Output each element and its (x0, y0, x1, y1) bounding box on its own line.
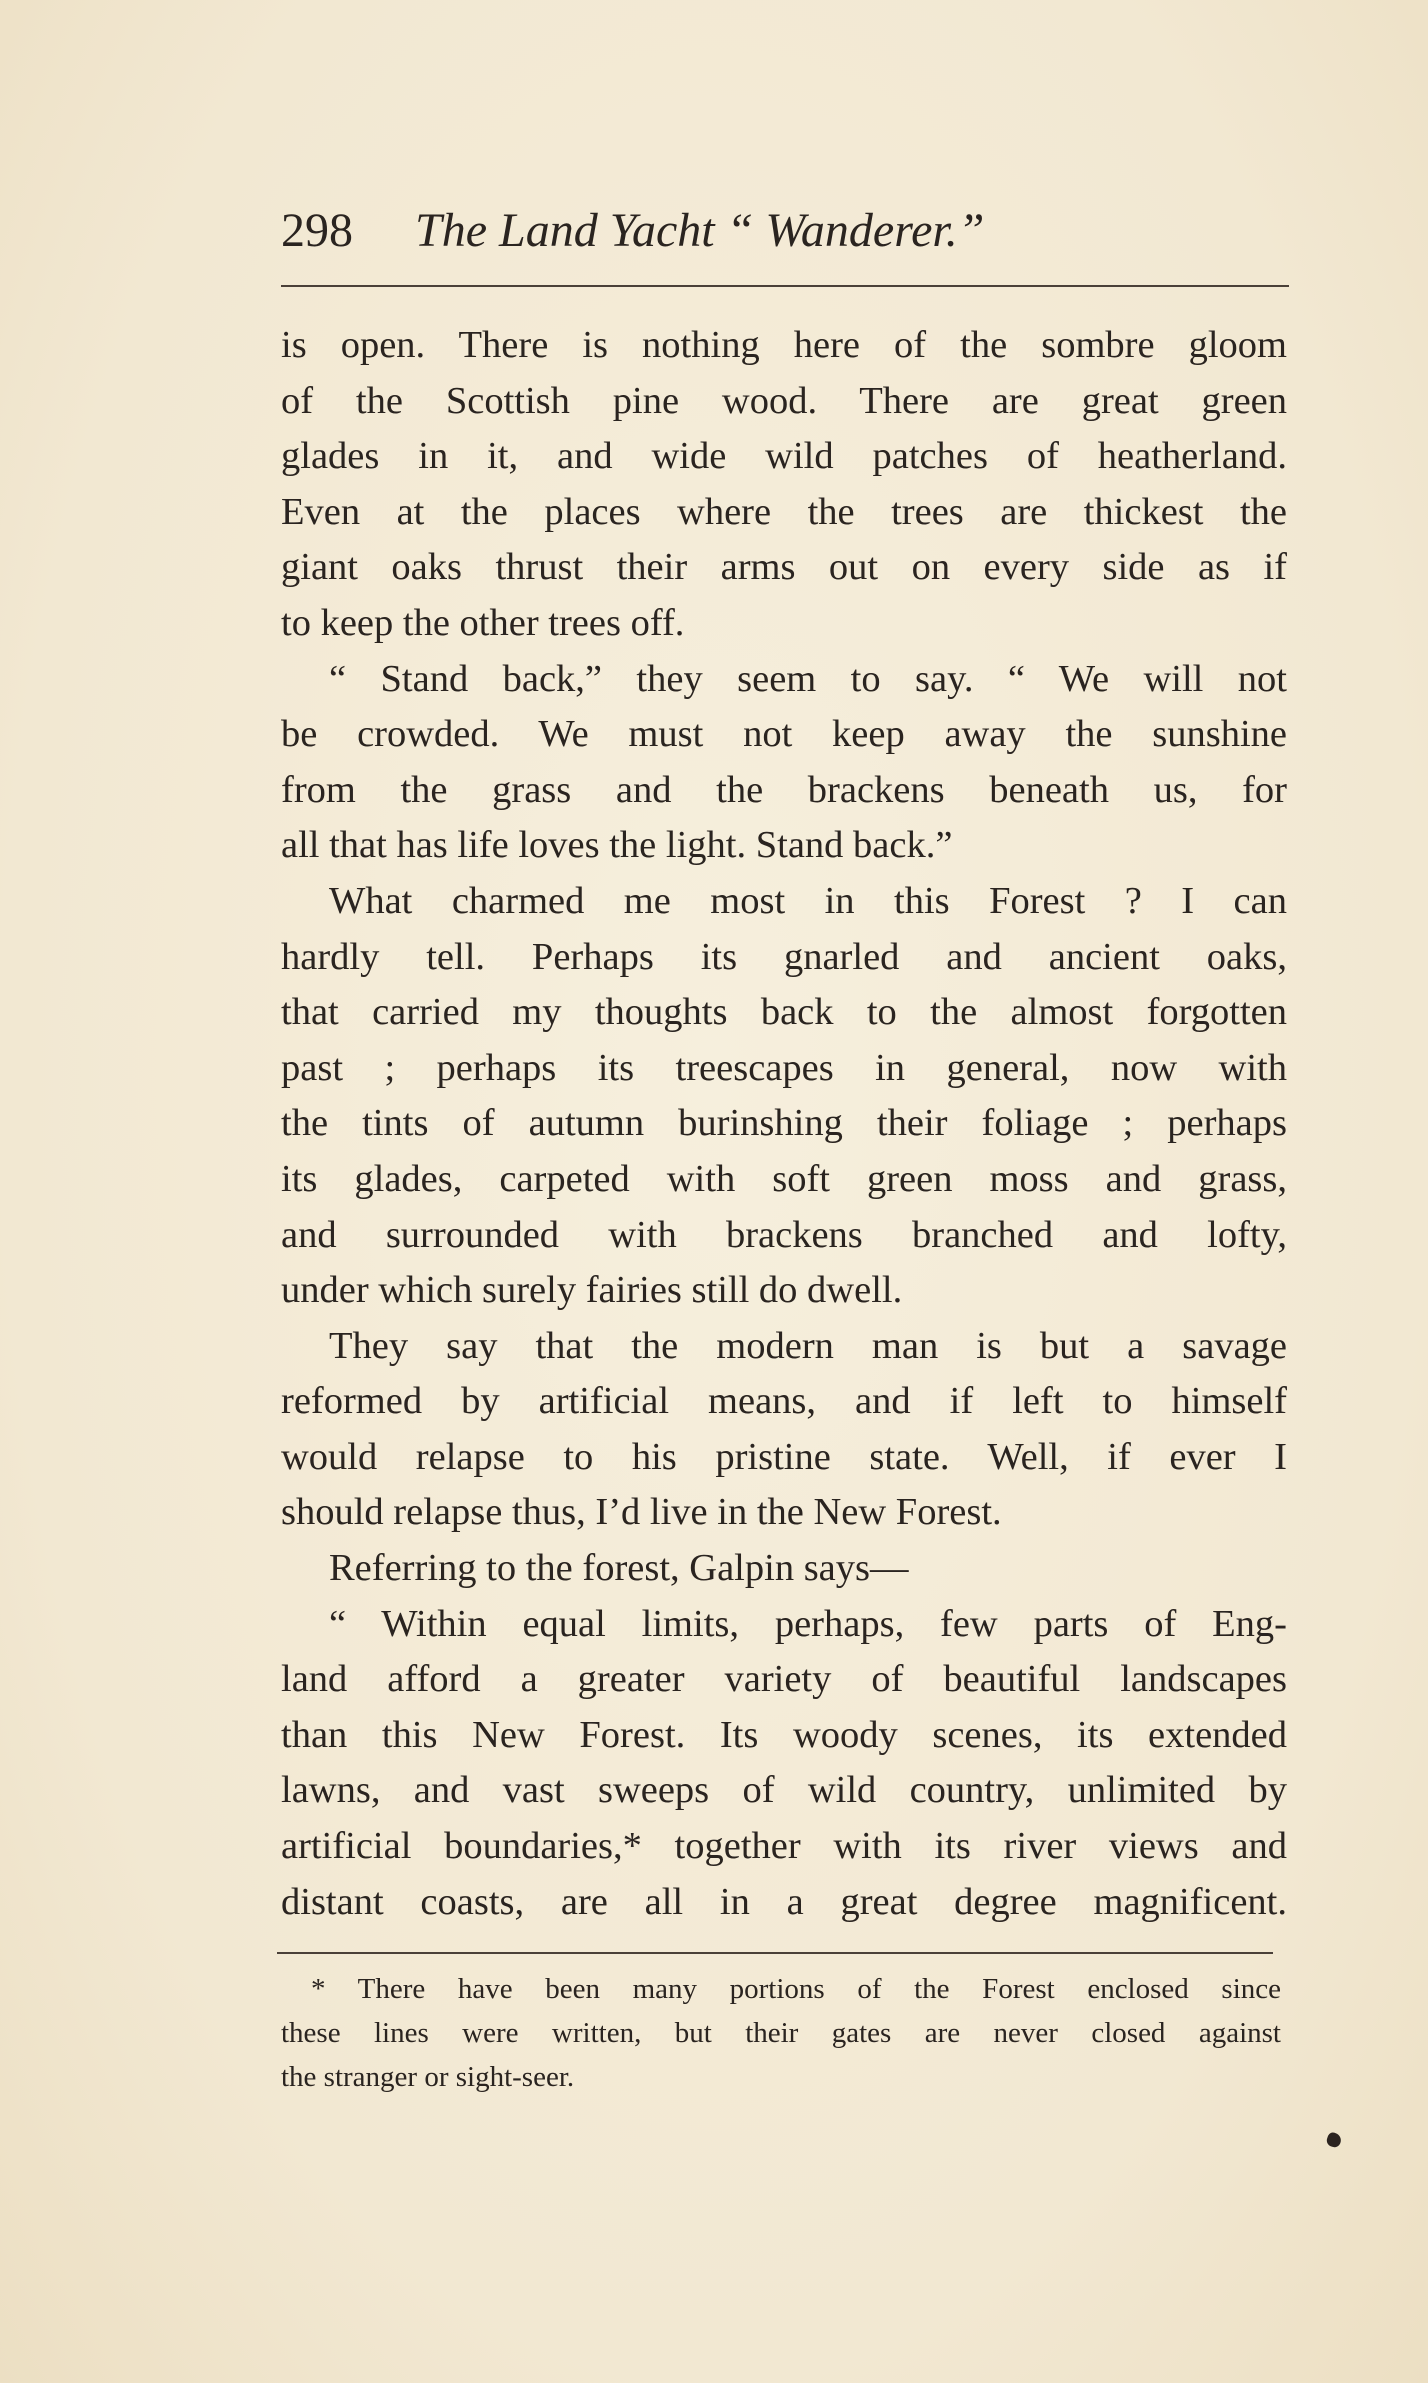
paragraph-3 (281, 874, 1287, 1319)
paragraph-1 (281, 318, 1287, 652)
page-number: 298 (281, 204, 353, 257)
text-line: Referring to the forest, Galpin says— (329, 1547, 909, 1590)
text-line: lawns, and vast sweeps of wild country, unlimited by (281, 1769, 1287, 1812)
text-line: land afford a greater variety of beautiful landscapes (281, 1658, 1287, 1701)
paragraph-4 (281, 1319, 1287, 1541)
ink-blot-mark (1325, 2131, 1343, 2149)
text-line: distant coasts, are all in a great degree magnificent. (281, 1880, 1287, 1923)
text-line: “ Stand back,” they seem to say. “ We will not (329, 657, 1287, 700)
text-line: from the grass and the brackens beneath us, for (281, 768, 1287, 811)
footnote-line: these lines were written, but their gates are never closed against (281, 2017, 1281, 2049)
running-title: The Land Yacht “ Wanderer.” (415, 204, 985, 257)
text-line: is open. There is nothing here of the sombre gloom (281, 324, 1287, 366)
text-line: and surrounded with brackens branched and lofty, (281, 1213, 1287, 1256)
header-rule (281, 285, 1289, 287)
body-text (281, 318, 1287, 1930)
text-line: the tints of autumn burinshing their foliage ; perhaps (281, 1102, 1287, 1145)
text-line: should relapse thus, I’d live in the New Forest. (281, 1491, 1002, 1534)
footnote-rule (277, 1952, 1273, 1954)
text-line: of the Scottish pine wood. There are great green (281, 379, 1287, 422)
text-line: its glades, carpeted with soft green moss and grass, (281, 1157, 1287, 1200)
text-line: would relapse to his pristine state. Well, if ever I (281, 1435, 1287, 1478)
text-line: artificial boundaries,* together with its river views and (281, 1825, 1287, 1868)
text-line: be crowded. We must not keep away the sunshine (281, 713, 1287, 756)
text-line: past ; perhaps its treescapes in general, now with (281, 1046, 1287, 1089)
footnote-line: the stranger or sight-seer. (281, 2061, 575, 2093)
text-line: reformed by artificial means, and if left to himself (281, 1380, 1287, 1423)
text-line: They say that the modern man is but a savage (329, 1324, 1287, 1367)
footnote-line: * There have been many portions of the Forest enclosed since (311, 1973, 1281, 2005)
text-line: giant oaks thrust their arms out on every side as if (281, 546, 1287, 589)
text-line: Even at the places where the trees are thickest the (281, 490, 1287, 533)
text-line: “ Within equal limits, perhaps, few parts of Eng- (329, 1602, 1287, 1645)
text-line: that carried my thoughts back to the almost forgotten (281, 991, 1287, 1034)
paragraph-6 (281, 1597, 1287, 1931)
text-line: glades in it, and wide wild patches of heatherland. (281, 435, 1287, 478)
text-line: hardly tell. Perhaps its gnarled and ancient oaks, (281, 935, 1287, 978)
running-header (281, 196, 1291, 266)
text-line: to keep the other trees off. (281, 601, 685, 644)
text-line: What charmed me most in this Forest ? I can (329, 879, 1287, 922)
text-line: all that has life loves the light. Stand back.” (281, 824, 953, 867)
footnote (281, 1967, 1281, 2099)
text-line: than this New Forest. Its woody scenes, its extended (281, 1713, 1287, 1756)
paragraph-2 (281, 652, 1287, 874)
paragraph-5 (281, 1541, 1287, 1597)
text-line: under which surely fairies still do dwell. (281, 1269, 903, 1312)
